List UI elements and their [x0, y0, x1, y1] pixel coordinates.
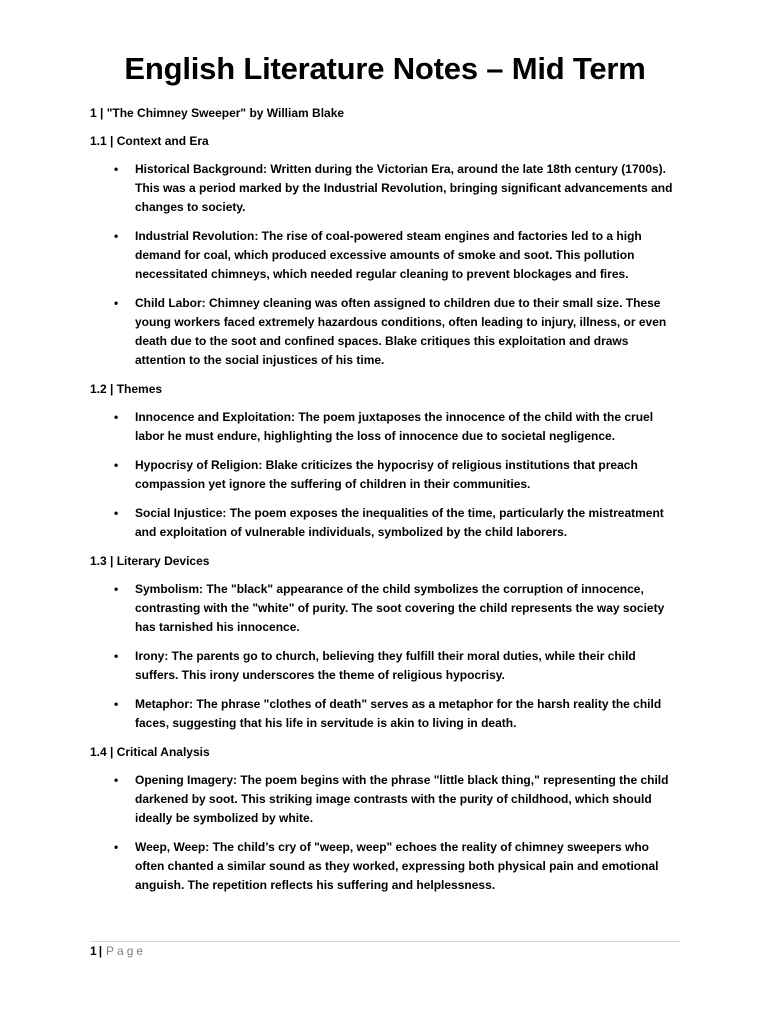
list-item	[90, 456, 680, 494]
bullet-text: Social Injustice: The poem exposes the inequalities of the time, particularly the mistreatment and exploitation of vulnerable individuals, symbolized by the child laborers.	[135, 506, 664, 539]
bullet-icon: •	[114, 697, 119, 711]
bullet-text: Opening Imagery: The poem begins with the phrase "little black thing," representing the child darkened by soot. This striking image contrasts with the purity of childhood, which should ideally be symbolized by white.	[135, 773, 669, 825]
section-heading: 1.4 | Critical Analysis	[90, 745, 210, 759]
bullet-list	[90, 160, 680, 370]
bullet-icon: •	[114, 410, 119, 424]
bullet-text: Industrial Revolution: The rise of coal-powered steam engines and factories led to a high demand for coal, which produced excessive amounts of smoke and soot. This pollution necessitated chimneys, which needed regular cleaning to prevent blockages and fires.	[135, 229, 642, 281]
section-heading: 1.1 | Context and Era	[90, 134, 209, 148]
document-body	[90, 104, 680, 905]
section-heading: 1.3 | Literary Devices	[90, 554, 210, 568]
bullet-text: Weep, Weep: The child’s cry of "weep, weep" echoes the reality of chimney sweepers who often chanted a similar sound as they worked, expressing both physical pain and emotional anguish. The repetition reflects his suffering and helplessness.	[135, 840, 659, 892]
bullet-text: Innocence and Exploitation: The poem juxtaposes the innocence of the child with the cruel labor he must endure, highlighting the loss of innocence due to societal negligence.	[135, 410, 654, 443]
list-item	[90, 294, 680, 370]
list-item	[90, 504, 680, 542]
page-number: 1	[90, 944, 97, 958]
bullet-icon: •	[114, 506, 119, 520]
bullet-icon: •	[114, 649, 119, 663]
bullet-icon: •	[114, 296, 119, 310]
bullet-list	[90, 771, 680, 895]
list-item	[90, 227, 680, 284]
bullet-icon: •	[114, 162, 119, 176]
bullet-text: Hypocrisy of Religion: Blake criticizes the hypocrisy of religious institutions that preach compassion yet ignore the suffering of children in their communities.	[135, 458, 638, 491]
section-heading: 1.2 | Themes	[90, 382, 163, 396]
bullet-icon: •	[114, 229, 119, 243]
list-item	[90, 838, 680, 895]
bullet-list	[90, 408, 680, 542]
bullet-icon: •	[114, 773, 119, 787]
page-label: Page	[106, 944, 147, 958]
bullet-text: Irony: The parents go to church, believing they fulfill their moral duties, while their child suffers. This irony underscores the theme of religious hypocrisy.	[135, 649, 636, 682]
list-item	[90, 580, 680, 637]
list-item	[90, 771, 680, 828]
list-item	[90, 160, 680, 217]
bullet-text: Child Labor: Chimney cleaning was often assigned to children due to their small size. These young workers faced extremely hazardous conditions, often leading to injury, illness, or even death due to the soot and confined spaces. Blake critiques this exploitation and draws attention to the social injustices of his time.	[135, 296, 667, 367]
bullet-text: Historical Background: Written during the Victorian Era, around the late 18th century (1700s). This was a period marked by the Industrial Revolution, bringing significant advancements and changes to society.	[135, 162, 673, 214]
footer-separator: |	[98, 944, 103, 958]
bullet-list	[90, 580, 680, 733]
footer-divider	[90, 941, 680, 942]
bullet-icon: •	[114, 840, 119, 854]
list-item	[90, 695, 680, 733]
page-footer	[90, 943, 146, 959]
section-heading: 1 | "The Chimney Sweeper" by William Blake	[90, 106, 345, 120]
bullet-icon: •	[114, 582, 119, 596]
bullet-text: Symbolism: The "black" appearance of the child symbolizes the corruption of innocence, contrasting with the "white" of purity. The soot covering the child represents the way society has tarnished his innocence.	[135, 582, 665, 634]
list-item	[90, 408, 680, 446]
bullet-text: Metaphor: The phrase "clothes of death" serves as a metaphor for the harsh reality the child faces, suggesting that his life in servitude is akin to living in death.	[135, 697, 662, 730]
list-item	[90, 647, 680, 685]
document-title: English Literature Notes – Mid Term	[124, 51, 646, 86]
bullet-icon: •	[114, 458, 119, 472]
